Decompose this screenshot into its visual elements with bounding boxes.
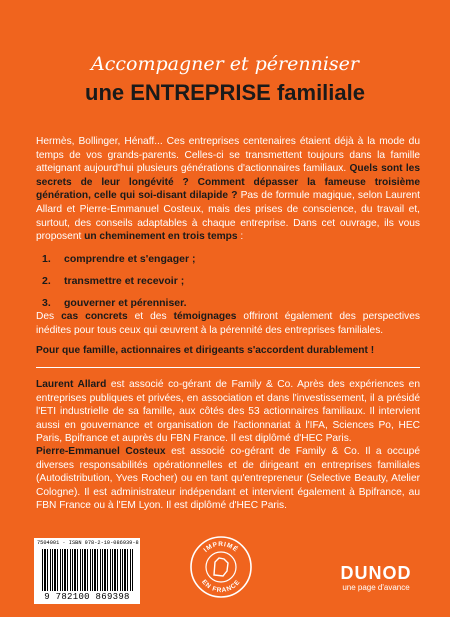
testimonials-text-c: et des: [127, 311, 174, 322]
testimonials-text-e: offriront également des perspectives inédites pour tous ceux qui œuvrent à la pérennité des entreprises familiales.: [36, 311, 421, 336]
step-number: 1.: [42, 253, 51, 265]
title-suffix: familiale: [270, 80, 365, 105]
step-label: transmettre et recevoir ;: [64, 275, 185, 287]
intro-paragraph: [36, 135, 420, 244]
divider: [36, 367, 420, 368]
author-bio-allard: [36, 378, 420, 446]
step-label: comprendre et s'engager ;: [64, 253, 196, 265]
author-name: Pierre-Emmanuel Costeux: [36, 446, 166, 457]
publisher-logo: [326, 563, 426, 593]
author-bio-text: est associé co-gérant de Family & Co. Après des expériences en entreprises publiques et privées, en association et dans l'investissement, il a présidé l'ETI industrielle de sa famille, aux côtés des 53 actionnaires familiaux. Il intervient aussi en gouvernance et organisation de l'actionnariat à l'IFA, Sciences Po, HEC Paris, Bpifrance et auprès du FBN France. Il est diplômé d'HEC Paris.: [36, 379, 420, 445]
author-name: Laurent Allard: [36, 379, 107, 390]
intro-highlight: un cheminement en trois temps: [84, 231, 238, 243]
intro-text-2: Pas de formule magique, selon Laurent Allard et Pierre-Emmanuel Costeux, mais des prises de conscience, du travail et, surtout, des conseils adaptables à chaque entreprise. Dans cet ouvrage, ils vous proposent: [36, 190, 420, 243]
steps-list: [36, 248, 416, 314]
author-bio-costeux: [36, 445, 420, 513]
publisher-name: DUNOD: [340, 563, 412, 583]
seal-top-text: IMPRIMÉ: [202, 541, 240, 554]
step-number: 2.: [42, 275, 51, 287]
testimonials-bold-d: témoignages: [173, 311, 237, 322]
testimonials-bold-b: cas concrets: [61, 311, 128, 322]
intro-text-1: Hermès, Bollinger, Hénaff... Ces entreprises centenaires étaient déjà à la mode du temps de vos grands-parents. Celles-ci se transmettent toujours dans la famille atteignant aujourd'hui plusieurs générations d'actionnaires familiaux.: [36, 136, 420, 175]
intro-question: Quels sont les secrets de leur longévité ? Comment dépasser la fameuse troisième génération, celle qui soi-disant dilapide ?: [36, 163, 420, 202]
seal-bottom-text: EN FRANCE: [200, 578, 242, 595]
list-item: [36, 270, 416, 292]
title-line-2: [0, 80, 450, 106]
intro-end: :: [237, 231, 244, 243]
barcode: [34, 538, 140, 604]
svg-text:EN FRANCE: [200, 579, 242, 595]
publisher-tagline: une page d'avance: [342, 583, 410, 592]
title-line-1: Accompagner et pérenniser: [91, 53, 359, 75]
printed-in-france-seal-icon: [189, 535, 253, 599]
list-item: [36, 248, 416, 270]
tagline: Pour que famille, actionnaires et dirigeants s'accordent durablement !: [36, 345, 375, 356]
title-caps: ENTREPRISE: [130, 80, 271, 105]
isbn-label: 7504001 · ISBN 978-2-10-086939-8: [37, 540, 139, 546]
testimonials-text-a: Des: [36, 311, 62, 322]
title-prefix: une: [85, 80, 131, 105]
author-bio-text: est associé co-gérant de Family & Co. Il a occupé diverses responsabilités opérationnelles et de dirigeant en entreprises familiales (Autodistribution, Yves Rocher) ou en tant qu'entrepreneur (Selective Beauty, Atelier Cologne). Il est administrateur indépendant et intervient également à Bpifrance, au FBN France ou à l'EM Lyon. Il est diplômé d'HEC Paris.: [36, 446, 420, 512]
step-number: 3.: [42, 297, 51, 309]
step-label: gouverner et pérenniser.: [64, 297, 187, 309]
testimonials-paragraph: [36, 310, 420, 337]
barcode-number: 9 782100 869398: [44, 592, 130, 602]
barcode-bars: [42, 549, 134, 591]
